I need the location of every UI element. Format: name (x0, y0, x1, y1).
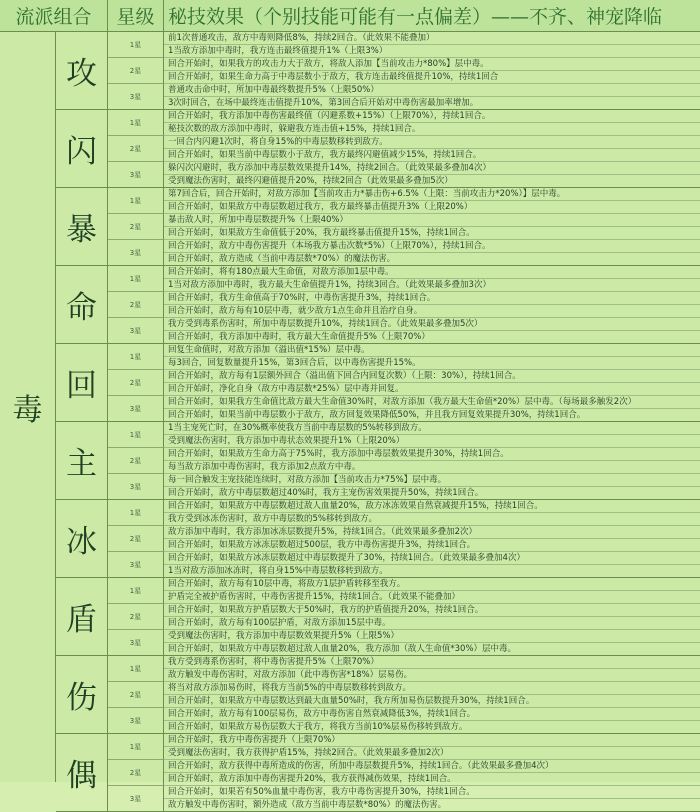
skill-cell (56, 734, 108, 812)
star-label: 3星 (129, 716, 142, 725)
star-cell (108, 630, 164, 656)
star-cell (108, 656, 164, 682)
effect-line (164, 526, 700, 539)
effect-text: 回合开始时，如果敌方中毒层数超过敌人血量20%，敌方冰冻效果自然衰减提升15%，持续1回合。 (168, 501, 543, 511)
effect-line (164, 500, 700, 513)
star-label: 1星 (129, 508, 142, 517)
effect-text: 敌方触发中毒伤害时，对敌方添加（此中毒伤害*18%）层易伤。 (168, 670, 413, 680)
star-label: 2星 (129, 300, 142, 309)
effect-text: 回合开始时，如果生命力高于中毒层数小于敌方，我方连击最终值提升10%，持续1回合 (168, 72, 499, 82)
effect-line (164, 461, 700, 474)
header-effect-label: 秘技效果（个别技能可能有一点偏差）——不齐、神宠降临 (168, 6, 663, 28)
effect-line (164, 591, 700, 604)
effect-text: 回合开始时，我方生命值高于70%时，中毒伤害提升3%，持续1回合。 (168, 293, 436, 303)
skill-cell (56, 266, 108, 344)
star-label: 1星 (129, 118, 142, 127)
effect-line (164, 331, 700, 344)
star-label: 3星 (129, 170, 142, 179)
skill-label: 闪 (66, 134, 97, 170)
star-cell (108, 188, 164, 214)
effect-text: 前1次普通攻击，敌方中毒则降低8%，持续2回合。（此效果不能叠加） (168, 33, 435, 43)
effect-line (164, 656, 700, 669)
effect-text: 回合开始时，敌方每有100层易伤，敌方中毒伤害自然衰减降低3%，持续1回合。 (168, 709, 476, 719)
effect-line (164, 643, 700, 656)
effect-text: 护盾完全被护盾伤害时，中毒伤害提升15%，持续1回合。（此效果不能叠加） (168, 592, 461, 602)
effect-text: 受到魔法伤害时，我方获得护盾15%，持续2回合。（此效果最多叠加2次） (168, 748, 449, 758)
effect-line (164, 721, 700, 734)
star-label: 2星 (129, 378, 142, 387)
effect-line (164, 682, 700, 695)
effect-line (164, 474, 700, 487)
effect-text: 受到魔法伤害时，我方添加中毒层数效果提升5%（上限5%） (168, 631, 399, 641)
skill-cell (56, 656, 108, 734)
effect-text: 回合开始时，我方添加中毒时，我方最大生命值提升5%（上限70%） (168, 332, 430, 342)
skill-cell (56, 578, 108, 656)
effect-line (164, 708, 700, 721)
effect-line (164, 32, 700, 45)
skill-cell (56, 422, 108, 500)
skill-cell (56, 110, 108, 188)
star-label: 2星 (129, 66, 142, 75)
skill-label: 偶 (66, 758, 97, 794)
effect-text: 回合开始时，敌方添加中毒伤害提升20%，我方获得减伤效果，持续1回合。 (168, 774, 456, 784)
star-label: 2星 (129, 534, 142, 543)
effect-line (164, 240, 700, 253)
star-label: 1星 (129, 40, 142, 49)
star-cell (108, 578, 164, 604)
effect-text: 回合开始时，将有180点最大生命值，对敌方添加1层中毒。 (168, 267, 394, 277)
skill-label: 伤 (66, 680, 97, 716)
skill-label: 主 (66, 446, 97, 482)
star-cell (108, 292, 164, 318)
effect-line (164, 773, 700, 786)
star-cell (108, 474, 164, 500)
star-label: 3星 (129, 482, 142, 491)
effect-text: 回合开始时，敌方每有10层中毒，就少敌方1点生命并且治疗自身。 (168, 306, 423, 316)
star-label: 1星 (129, 274, 142, 283)
star-label: 1星 (129, 430, 142, 439)
effect-line (164, 760, 700, 773)
effect-text: 敌方添加中毒时，我方添加冰冻层数提升5%，持续1回合。（此效果最多叠加2次） (168, 527, 478, 537)
star-cell (108, 162, 164, 188)
effect-text: 回合开始时，如果敌方护盾层数大于50%时，我方的护盾值提升20%，持续1回合。 (168, 605, 484, 615)
effect-line (164, 539, 700, 552)
star-cell (108, 500, 164, 526)
star-label: 1星 (129, 586, 142, 595)
star-label: 1星 (129, 742, 142, 751)
effect-text: 回合开始时，如果敌方中毒层数超过我方，我方最终暴击值提升3%（上限20%） (168, 202, 473, 212)
star-label: 2星 (129, 456, 142, 465)
effect-text: 1当对敌方添加冰冻时，将自身15%中毒层数移转到敌方。 (168, 566, 388, 576)
effect-line (164, 318, 700, 331)
effect-line (164, 669, 700, 682)
effect-text: 普通攻击命中时，所加中毒最终数提升5%（上限50%） (168, 85, 379, 95)
effect-line (164, 97, 700, 110)
effect-line (164, 58, 700, 71)
effect-text: 回合开始时，敌方造成（当前中毒层数*70%）的魔法伤害。 (168, 254, 396, 264)
star-label: 2星 (129, 612, 142, 621)
header-star (108, 0, 164, 32)
star-cell (108, 136, 164, 162)
effect-line (164, 279, 700, 292)
star-label: 3星 (129, 638, 142, 647)
school-cell (0, 32, 56, 782)
effect-text: 回合开始时，敌方获得中毒所造成的伤害，所加中毒层数提升5%，持续1回合。（此效果最多叠加4次） (168, 761, 554, 771)
skill-cell (56, 188, 108, 266)
effect-text: 回合开始时，敌方每有10层中毒，将敌方1层护盾转移至我方。 (168, 579, 406, 589)
star-label: 2星 (129, 144, 142, 153)
effect-text: 回合开始时，如果敌方生命值低于20%，我方最终暴击值提升15%，持续1回合。 (168, 228, 475, 238)
effect-text: 暴击敌人时，所加中毒层数提升%（上限40%） (168, 215, 348, 225)
school-label: 毒 (12, 393, 43, 428)
effect-text: 回合开始时，如果我方生命值比敌方最大生命值30%时，对敌方添加（我方最大生命值*20%）层中毒。（每场最多触发2次） (168, 397, 637, 407)
effect-text: 躲闪次闪避时，我方添加中毒层数效果提升14%，持续2回合。（此效果最多叠加4次） (168, 163, 491, 173)
effect-text: 回合开始时，如果敌方中毒层数达到最大血量50%时，我方所加易伤层数提升30%，持续1回合。 (168, 696, 535, 706)
skill-cell (56, 500, 108, 578)
effect-line (164, 149, 700, 162)
effect-text: 回合开始时，敌方中毒层数超过40%时，我方主宠伤害效果提升50%，持续1回合。 (168, 488, 484, 498)
star-cell (108, 396, 164, 422)
effect-line (164, 578, 700, 591)
effect-text: 一回合内闪避1次时，将自身15%的中毒层数移转到敌方。 (168, 137, 388, 147)
effect-text: 回合开始时，如果敌方易伤层数大于我方，将我方当前10%层易伤移转到敌方。 (168, 722, 468, 732)
star-cell (108, 682, 164, 708)
effect-line (164, 305, 700, 318)
effect-line (164, 565, 700, 578)
star-cell (108, 448, 164, 474)
effect-text: 将当对敌方添加易伤时，将我方当前5%的中毒层数移转到敌方。 (168, 683, 411, 693)
effect-line (164, 201, 700, 214)
skill-label: 命 (66, 290, 97, 326)
effect-text: 敌方触发中毒伤害时，额外造成（敌方当前中毒层数*80%）的魔法伤害。 (168, 800, 447, 810)
effect-line (164, 292, 700, 305)
effect-line (164, 370, 700, 383)
effect-text: 回合开始时，敌方每有100层护盾，对敌方添加15层中毒。 (168, 618, 391, 628)
effect-line (164, 799, 700, 812)
effect-text: 每当敌方添加中毒伤害时，我方添加2点敌方中毒。 (168, 462, 361, 472)
effect-line (164, 435, 700, 448)
effect-text: 回合开始时，敌方每有1层额外回合（溢出值下回合内回复次数）（上限：30%），持续1回合。 (168, 371, 521, 381)
star-cell (108, 604, 164, 630)
star-cell (108, 318, 164, 344)
star-cell (108, 526, 164, 552)
effect-line (164, 396, 700, 409)
effect-text: 回合开始时，如果敌方中毒层数超过敌人血量20%，我方添加（敌人生命值*30%）层中毒。 (168, 644, 517, 654)
star-label: 2星 (129, 222, 142, 231)
star-label: 2星 (129, 768, 142, 777)
effect-text: 回合开始时，如果若有50%血量中毒伤害，我方中毒伤害提升30%，持续1回合。 (168, 787, 475, 797)
effect-text: 回合开始时，我方添加中毒伤害最终值（闪避系数+15%）（上限70%），持续1回合。 (168, 111, 491, 121)
star-cell (108, 760, 164, 786)
skill-label: 暴 (66, 212, 97, 248)
effect-text: 受到魔法伤害时，我方添加中毒状态效果提升1%（上限20%） (168, 436, 405, 446)
effect-line (164, 552, 700, 565)
effect-line (164, 487, 700, 500)
effect-text: 每3回合，回复数量提升15%，第3回合后，以中毒伤害提升15%。 (168, 358, 421, 368)
effect-line (164, 84, 700, 97)
effect-text: 我方受到冰冻伤害时，敌方中毒层数的5%移转到敌方。 (168, 514, 377, 524)
effect-text: 回合开始时，净化自身（敌方中毒层数*25%）层中毒并回复。 (168, 384, 404, 394)
effect-text: 1当对敌方添加中毒时，我方最大生命值提升1%，持续3回合。（此效果最多叠加3次） (168, 280, 491, 290)
star-label: 3星 (129, 560, 142, 569)
effect-line (164, 604, 700, 617)
effect-text: 回合开始时，如果当前中毒层数小于敌方，我方最终闪避值减少15%，持续1回合。 (168, 150, 482, 160)
effect-line (164, 266, 700, 279)
star-cell (108, 370, 164, 396)
star-label: 1星 (129, 664, 142, 673)
effect-line (164, 448, 700, 461)
effect-text: 我方受到毒系伤害时，将中毒伤害提升5%（上限70%） (168, 657, 379, 667)
effect-line (164, 786, 700, 799)
star-cell (108, 266, 164, 292)
effect-text: 回复生命值时，对敌方添加（溢出值*15%）层中毒。 (168, 345, 370, 355)
star-label: 3星 (129, 326, 142, 335)
skill-cell (56, 32, 108, 110)
effect-line (164, 409, 700, 422)
header-school-label: 流派组合 (15, 6, 92, 28)
skill-label: 冰 (66, 524, 97, 560)
star-label: 3星 (129, 404, 142, 413)
effect-line (164, 617, 700, 630)
effect-text: 我方受到毒系伤害时，所加中毒层数提升10%，持续1回合。（此效果最多叠加5次） (168, 319, 483, 329)
effect-line (164, 747, 700, 760)
effect-line (164, 422, 700, 435)
skill-label: 攻 (66, 56, 97, 92)
star-cell (108, 110, 164, 136)
header-star-label: 星级 (116, 6, 155, 28)
star-cell (108, 786, 164, 812)
effect-text: 回合开始时，如果我方的攻击力大于敌方，将敌人添加【当前攻击力*80%】层中毒。 (168, 59, 489, 69)
effect-line (164, 253, 700, 266)
star-label: 3星 (129, 794, 142, 803)
effect-line (164, 695, 700, 708)
star-cell (108, 214, 164, 240)
header-effect (164, 0, 700, 32)
effect-line (164, 188, 700, 201)
effect-line (164, 357, 700, 370)
star-label: 1星 (129, 196, 142, 205)
effect-text: 第7回合后，回合开始时，对敌方添加【当前攻击力*暴击伤+6.5%（上限：当前攻击力*20%）】层中毒。 (168, 189, 566, 199)
skill-label: 盾 (66, 602, 97, 638)
effect-line (164, 513, 700, 526)
effect-text: 回合开始时，如果当前中毒层数小于敌方，敌方回复效果降低50%，并且我方回复效果提升30%，持续1回合。 (168, 410, 586, 420)
star-label: 1星 (129, 352, 142, 361)
star-cell (108, 708, 164, 734)
skill-label: 回 (66, 368, 97, 404)
effect-text: 回合开始时，我方中毒伤害提升（上限70%） (168, 735, 340, 745)
effect-text: 每一回合触发主宠技能连续时，对敌方添加【当前攻击力*75%】层中毒。 (168, 475, 447, 485)
star-label: 2星 (129, 690, 142, 699)
star-cell (108, 552, 164, 578)
effect-line (164, 110, 700, 123)
star-label: 3星 (129, 248, 142, 257)
star-cell (108, 240, 164, 266)
effect-line (164, 734, 700, 747)
effect-line (164, 344, 700, 357)
effect-line (164, 136, 700, 149)
star-cell (108, 422, 164, 448)
star-cell (108, 58, 164, 84)
star-cell (108, 344, 164, 370)
star-label: 3星 (129, 92, 142, 101)
effect-line (164, 45, 700, 58)
effect-text: 1当主宠死亡时，在30%概率使我方当前中毒层数的5%转移到敌方。 (168, 423, 427, 433)
star-cell (108, 734, 164, 760)
effect-text: 受到魔法伤害时，最终闪避值提升20%，持续2回合（此效果最多叠加5次） (168, 176, 453, 186)
effect-text: 回合开始时，如果敌方冰冻层数超过500层，我方中毒伤害提升3%，持续1回合。 (168, 540, 476, 550)
effect-line (164, 123, 700, 136)
effect-text: 回合开始时，如果敌方冰冻层数超过中毒层数提升了30%，持续1回合。（此效果最多叠加4次） (168, 553, 525, 563)
skill-cell (56, 344, 108, 422)
effect-text: 3次时回合，在场中最终连击值提升10%，第3回合后开始对中毒伤害最加率增加。 (168, 98, 479, 108)
effect-line (164, 630, 700, 643)
effect-text: 秘技次数的敌方添加中毒时，躲避我方连击值+15%，持续1回合。 (168, 124, 421, 134)
effect-text: 回合开始时，敌方中毒伤害提升（本场我方暴击次数*5%）（上限70%），持续1回合。 (168, 241, 491, 251)
effect-text: 1当敌方添加中毒时，我方连击最终值提升1%（上限3%） (168, 46, 388, 56)
effect-line (164, 175, 700, 188)
effect-line (164, 383, 700, 396)
star-cell (108, 84, 164, 110)
effect-line (164, 214, 700, 227)
header-school (0, 0, 108, 32)
effect-line (164, 227, 700, 240)
effect-line (164, 71, 700, 84)
effect-line (164, 162, 700, 175)
effect-text: 回合开始时，如果敌方生命力高于75%时，我方添加中毒层数效果提升30%，持续1回合。 (168, 449, 509, 459)
star-cell (108, 32, 164, 58)
